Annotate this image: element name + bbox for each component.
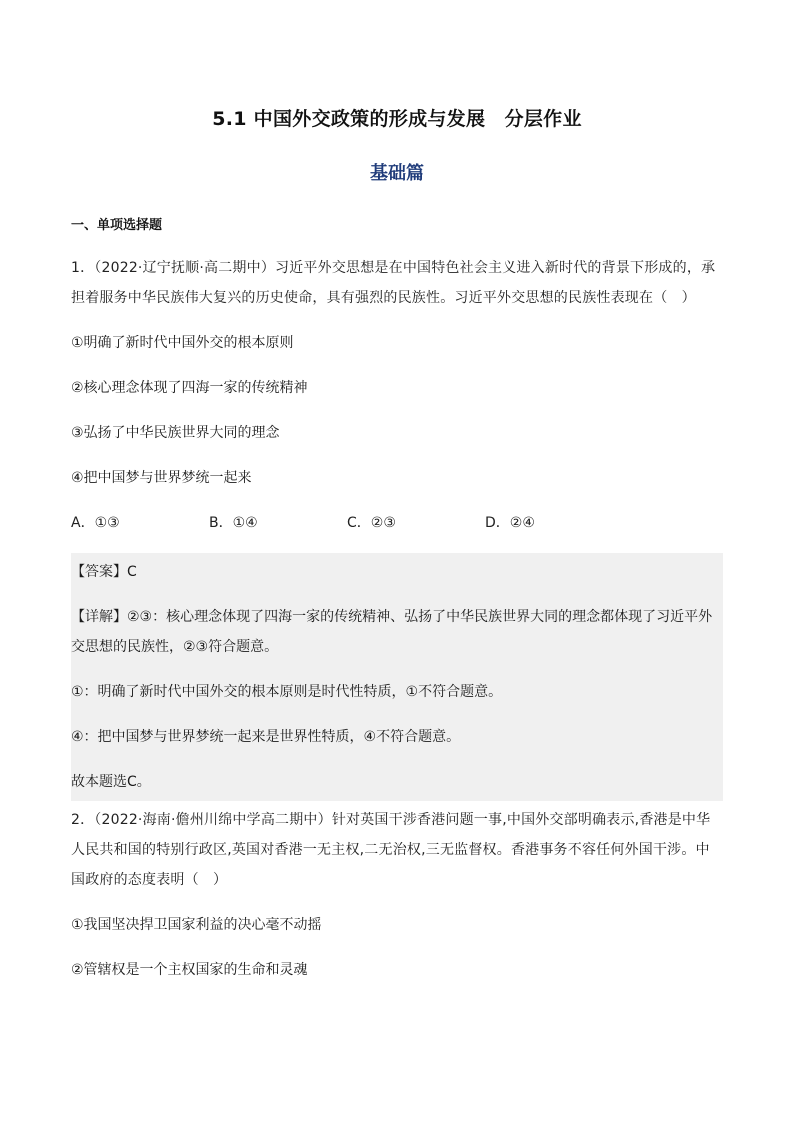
option-d: D．②④ bbox=[485, 515, 535, 531]
question-2-stem: 2．（2022·海南·儋州川绵中学高二期中）针对英国干涉香港问题一事,中国外交部明确表示,香港是中华人民共和国的特别行政区,英国对香港一无主权,二无治权,三无监督权。香港事务不容任何外国干涉。中国政府的态度表明（ ） bbox=[71, 812, 711, 888]
question-1-statement-2: ②核心理念体现了四海一家的传统精神 bbox=[71, 380, 308, 396]
question-1-stem: 1．（2022·辽宁抚顺·高二期中）习近平外交思想是在中国特色社会主义进入新时代的背景下形成的，承担着服务中华民族伟大复兴的历史使命，具有强烈的民族性。习近平外交思想的民族性表现在（ ） bbox=[71, 260, 716, 306]
question-1-statement-1: ①明确了新时代中国外交的根本原则 bbox=[71, 335, 294, 351]
question-content bbox=[71, 253, 723, 1000]
question-2 bbox=[71, 805, 723, 985]
question-1-statement-3: ③弘扬了中华民族世界大同的理念 bbox=[71, 425, 280, 441]
option-a: A．①③ bbox=[71, 515, 120, 531]
page-title: 5.1 中国外交政策的形成与发展 分层作业 bbox=[212, 108, 582, 130]
option-c: C．②③ bbox=[347, 515, 396, 531]
answer-line: 【答案】C bbox=[71, 564, 137, 580]
option-b: B．①④ bbox=[209, 515, 258, 531]
question-1-options bbox=[71, 508, 723, 538]
page-subtitle: 基础篇 bbox=[370, 163, 424, 184]
explanation-1: ①：明确了新时代中国外交的根本原则是时代性特质，①不符合题意。 bbox=[71, 684, 503, 700]
question-1-statement-4: ④把中国梦与世界梦统一起来 bbox=[71, 470, 252, 486]
answer-explanation-box bbox=[71, 553, 723, 801]
question-2-statement-1: ①我国坚决捍卫国家利益的决心毫不动摇 bbox=[71, 917, 322, 933]
explanation-2: ④：把中国梦与世界梦统一起来是世界性特质，④不符合题意。 bbox=[71, 729, 461, 745]
question-2-statement-2: ②管辖权是一个主权国家的生命和灵魂 bbox=[71, 962, 308, 978]
detail-line: 【详解】②③：核心理念体现了四海一家的传统精神、弘扬了中华民族世界大同的理念都体现了习近平外交思想的民族性，②③符合题意。 bbox=[71, 609, 713, 655]
section-heading: 一、单项选择题 bbox=[71, 218, 163, 233]
conclusion-line: 故本题选C。 bbox=[71, 774, 151, 790]
